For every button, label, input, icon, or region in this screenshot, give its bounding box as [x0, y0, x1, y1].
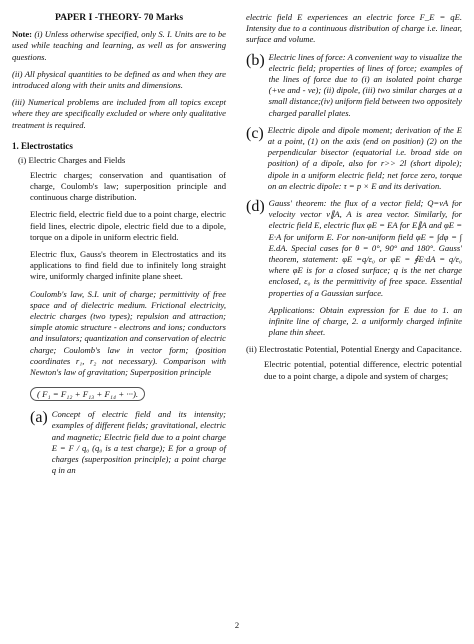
- item-d-body: [269, 198, 462, 344]
- item-d: [246, 198, 462, 344]
- paragraph-coulomb: Coulomb's law, S.I. unit of charge; permittivity of free space and of dielectric medium. Frictional electricity, electric charges (two types); repulsion and attraction; simple atomic structure - electrons and ions; conductors and insulators; quantization and conservation of electric charge; Coulomb's law in vector form; (position coordinates r₁, r₂ not necessary). Comparison with Newton's law of gravitation; Superposition principle: [30, 288, 226, 378]
- item-b-label: (b): [246, 51, 265, 69]
- section-body: [12, 170, 226, 483]
- section-heading: 1. Electrostatics: [12, 140, 73, 151]
- item-b: [246, 52, 462, 125]
- item-a: [30, 409, 226, 482]
- item-a-text: Concept of electric field and its intensity; examples of different fields; gravitational, electric and magnetic; Electric field due to a point charge E = F / q₀ (q₀ is a test charge); E for a group of charges (superposition principle); a point charge q in an: [51, 409, 226, 476]
- paragraph-potential: Electric potential, potential difference, electric potential due to a point charge, a dipole and system of charges;: [264, 359, 462, 381]
- note-3: (iii) Numerical problems are included from all topics except where they are specifically excluded or where only qualitative treatment is required.: [12, 97, 226, 130]
- item-d-text: Gauss' theorem: the flux of a vector field; Q=vA for velocity vector v∥A, A is area vector. Similarly, for electric field E, electric flux φE = EA for E∥A and φE = E·A for uniform E. For non-uniform field φE = ∫dφ = ∫ E.dA. Special cases for θ = 0°, 90° and 180°. Gauss' theorem, statement: φE =q/ε₀ or φE = ∮E·dA = q/ε₀ where φE is for a closed surface; q is the net charge enclosed, ε₀ is the permittivity of free space. Essential properties of a Gaussian surface.: [268, 198, 462, 298]
- item-d-label: (d): [246, 198, 265, 216]
- item-c: [246, 125, 462, 198]
- item-b-text: Electric lines of force: A convenient way to visualize the electric field; properties of lines of force; examples of the lines of force due to (i) an isolated point charge (+ve and - ve); (ii) dipole, (iii) two similar charges at a small distance;(iv) uniform field between two oppositely charged parallel plates.: [268, 51, 462, 118]
- subsection-heading-i: (i) Electric Charges and Fields: [18, 154, 126, 165]
- left-column: [12, 12, 226, 483]
- item-a-label: (a): [30, 409, 48, 427]
- item-a-continuation: electric field E experiences an electric force F_E = qE. Intensity due to a continuous distribution of charge i.e. linear, surface and volume.: [246, 12, 462, 45]
- paragraph-field: Electric field, electric field due to a point charge, electric field lines, electric dipole, electric field due to a dipole, torque on a dipole in uniform electric field.: [30, 209, 226, 242]
- note-2: (ii) All physical quantities to be defined as and when they are introduced along with their units and dimensions.: [12, 68, 226, 91]
- superposition-formula: ( F₁ = F₁₂ + F₁₃ + F₁₄ + ···).: [30, 387, 145, 401]
- note-label: Note:: [12, 29, 33, 40]
- item-c-text: Electric dipole and dipole moment; derivation of the E at a point, (1) on the axis (end on position) (2) on the perpendicular bisector (equatorial i.e. broad side on position) of a dipole, also for r>> 2l (short dipole); dipole in a uniform electric field; net force zero, torque on an electric dipole: τ = p × E and its derivation.: [267, 124, 462, 191]
- paper-title: PAPER I -THEORY- 70 Marks: [54, 12, 184, 23]
- paragraph-flux: Electric flux, Gauss's theorem in Electrostatics and its applications to find field due to infinitely long straight wire, uniformly charged infinite plane sheet.: [30, 249, 226, 282]
- paragraph-charges: Electric charges; conservation and quantisation of charge, Coulomb's law; superposition principle and continuous charge distribution.: [30, 169, 226, 203]
- page-number: 2: [234, 620, 240, 630]
- note-1-text: (i) Unless otherwise specified, only S. I. Units are to be used while teaching and learning, as well as for answering questions.: [12, 29, 226, 62]
- item-c-label: (c): [246, 124, 264, 142]
- item-d-applications: Applications: Obtain expression for E due to 1. an infinite line of charge, 2. a uniformly charged infinite plane thin sheet.: [268, 304, 462, 338]
- note-1: [12, 29, 226, 63]
- subsection-heading-ii: (ii) Electrostatic Potential, Potential Energy and Capacitance.: [246, 344, 462, 355]
- right-column: [246, 12, 462, 388]
